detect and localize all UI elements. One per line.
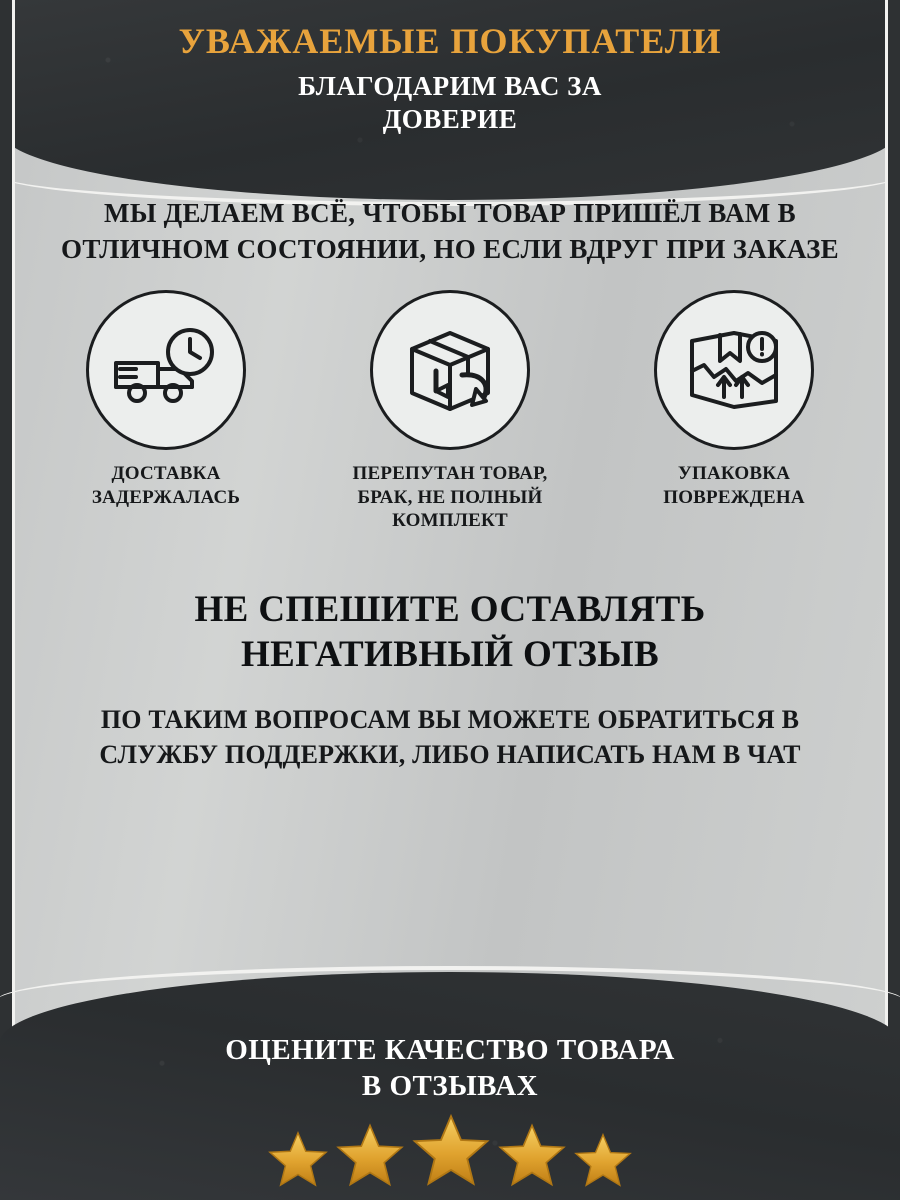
- rate-line1: ОЦЕНИТЕ КАЧЕСТВО ТОВАРА: [225, 1033, 675, 1066]
- issue-item-damaged: [609, 290, 859, 510]
- gold-star-icon: [573, 1131, 633, 1189]
- top-heading-group: [0, 0, 900, 135]
- gold-star-icon: [267, 1129, 329, 1189]
- star-1[interactable]: [267, 1129, 329, 1194]
- rate-line2: В ОТЗЫВАХ: [361, 1069, 539, 1102]
- issue-icon-row: [18, 290, 882, 533]
- gold-star-icon: [497, 1121, 567, 1189]
- icon-circle-delivery: [86, 290, 246, 450]
- star-4[interactable]: [497, 1121, 567, 1194]
- statement-line2: НЕГАТИВНЫЙ ОТЗЫВ: [240, 634, 660, 676]
- thanks-subtitle-line1: БЛАГОДАРИМ ВАС ЗА: [298, 70, 602, 101]
- rate-call-to-action: [0, 1032, 900, 1105]
- gold-star-icon: [411, 1111, 491, 1189]
- star-5[interactable]: [573, 1131, 633, 1194]
- gold-star-icon: [335, 1121, 405, 1189]
- statement-block: [18, 587, 882, 677]
- support-paragraph: ПО ТАКИМ ВОПРОСАМ ВЫ МОЖЕТЕ ОБРАТИТЬСЯ В СЛУЖБУ ПОДДЕРЖКИ, ЛИБО НАПИСАТЬ НАМ В ЧАТ: [99, 705, 801, 769]
- icon-circle-wrong-item: [370, 290, 530, 450]
- main-content: [18, 196, 882, 772]
- lead-paragraph: МЫ ДЕЛАЕМ ВСЁ, ЧТОБЫ ТОВАР ПРИШЁЛ ВАМ В ОТЛИЧНОМ СОСТОЯНИИ, НО ЕСЛИ ВДРУГ ПРИ ЗАКАЗЕ: [61, 198, 839, 264]
- page-title: УВАЖАЕМЫЕ ПОКУПАТЕЛИ: [178, 21, 722, 61]
- damaged-package-icon: [674, 315, 794, 425]
- star-rating[interactable]: [0, 1111, 900, 1194]
- thanks-subtitle: [0, 70, 900, 136]
- star-3[interactable]: [411, 1111, 491, 1194]
- star-2[interactable]: [335, 1121, 405, 1194]
- statement-line1: НЕ СПЕШИТЕ ОСТАВЛЯТЬ: [194, 589, 706, 631]
- issue-caption-delivery: ДОСТАВКА ЗАДЕРЖАЛАСЬ: [91, 462, 241, 508]
- issue-caption-wrong-item: ПЕРЕПУТАН ТОВАР, БРАК, НЕ ПОЛНЫЙ КОМПЛЕКТ: [352, 462, 548, 532]
- issue-caption-damaged: УПАКОВКА ПОВРЕЖДЕНА: [663, 462, 805, 508]
- icon-circle-damaged: [654, 290, 814, 450]
- issue-item-wrong-item: [325, 290, 575, 533]
- thanks-subtitle-line2: ДОВЕРИЕ: [382, 103, 518, 134]
- issue-item-delivery: [41, 290, 291, 510]
- delivery-truck-clock-icon: [106, 317, 226, 423]
- box-return-arrow-icon: [390, 315, 510, 425]
